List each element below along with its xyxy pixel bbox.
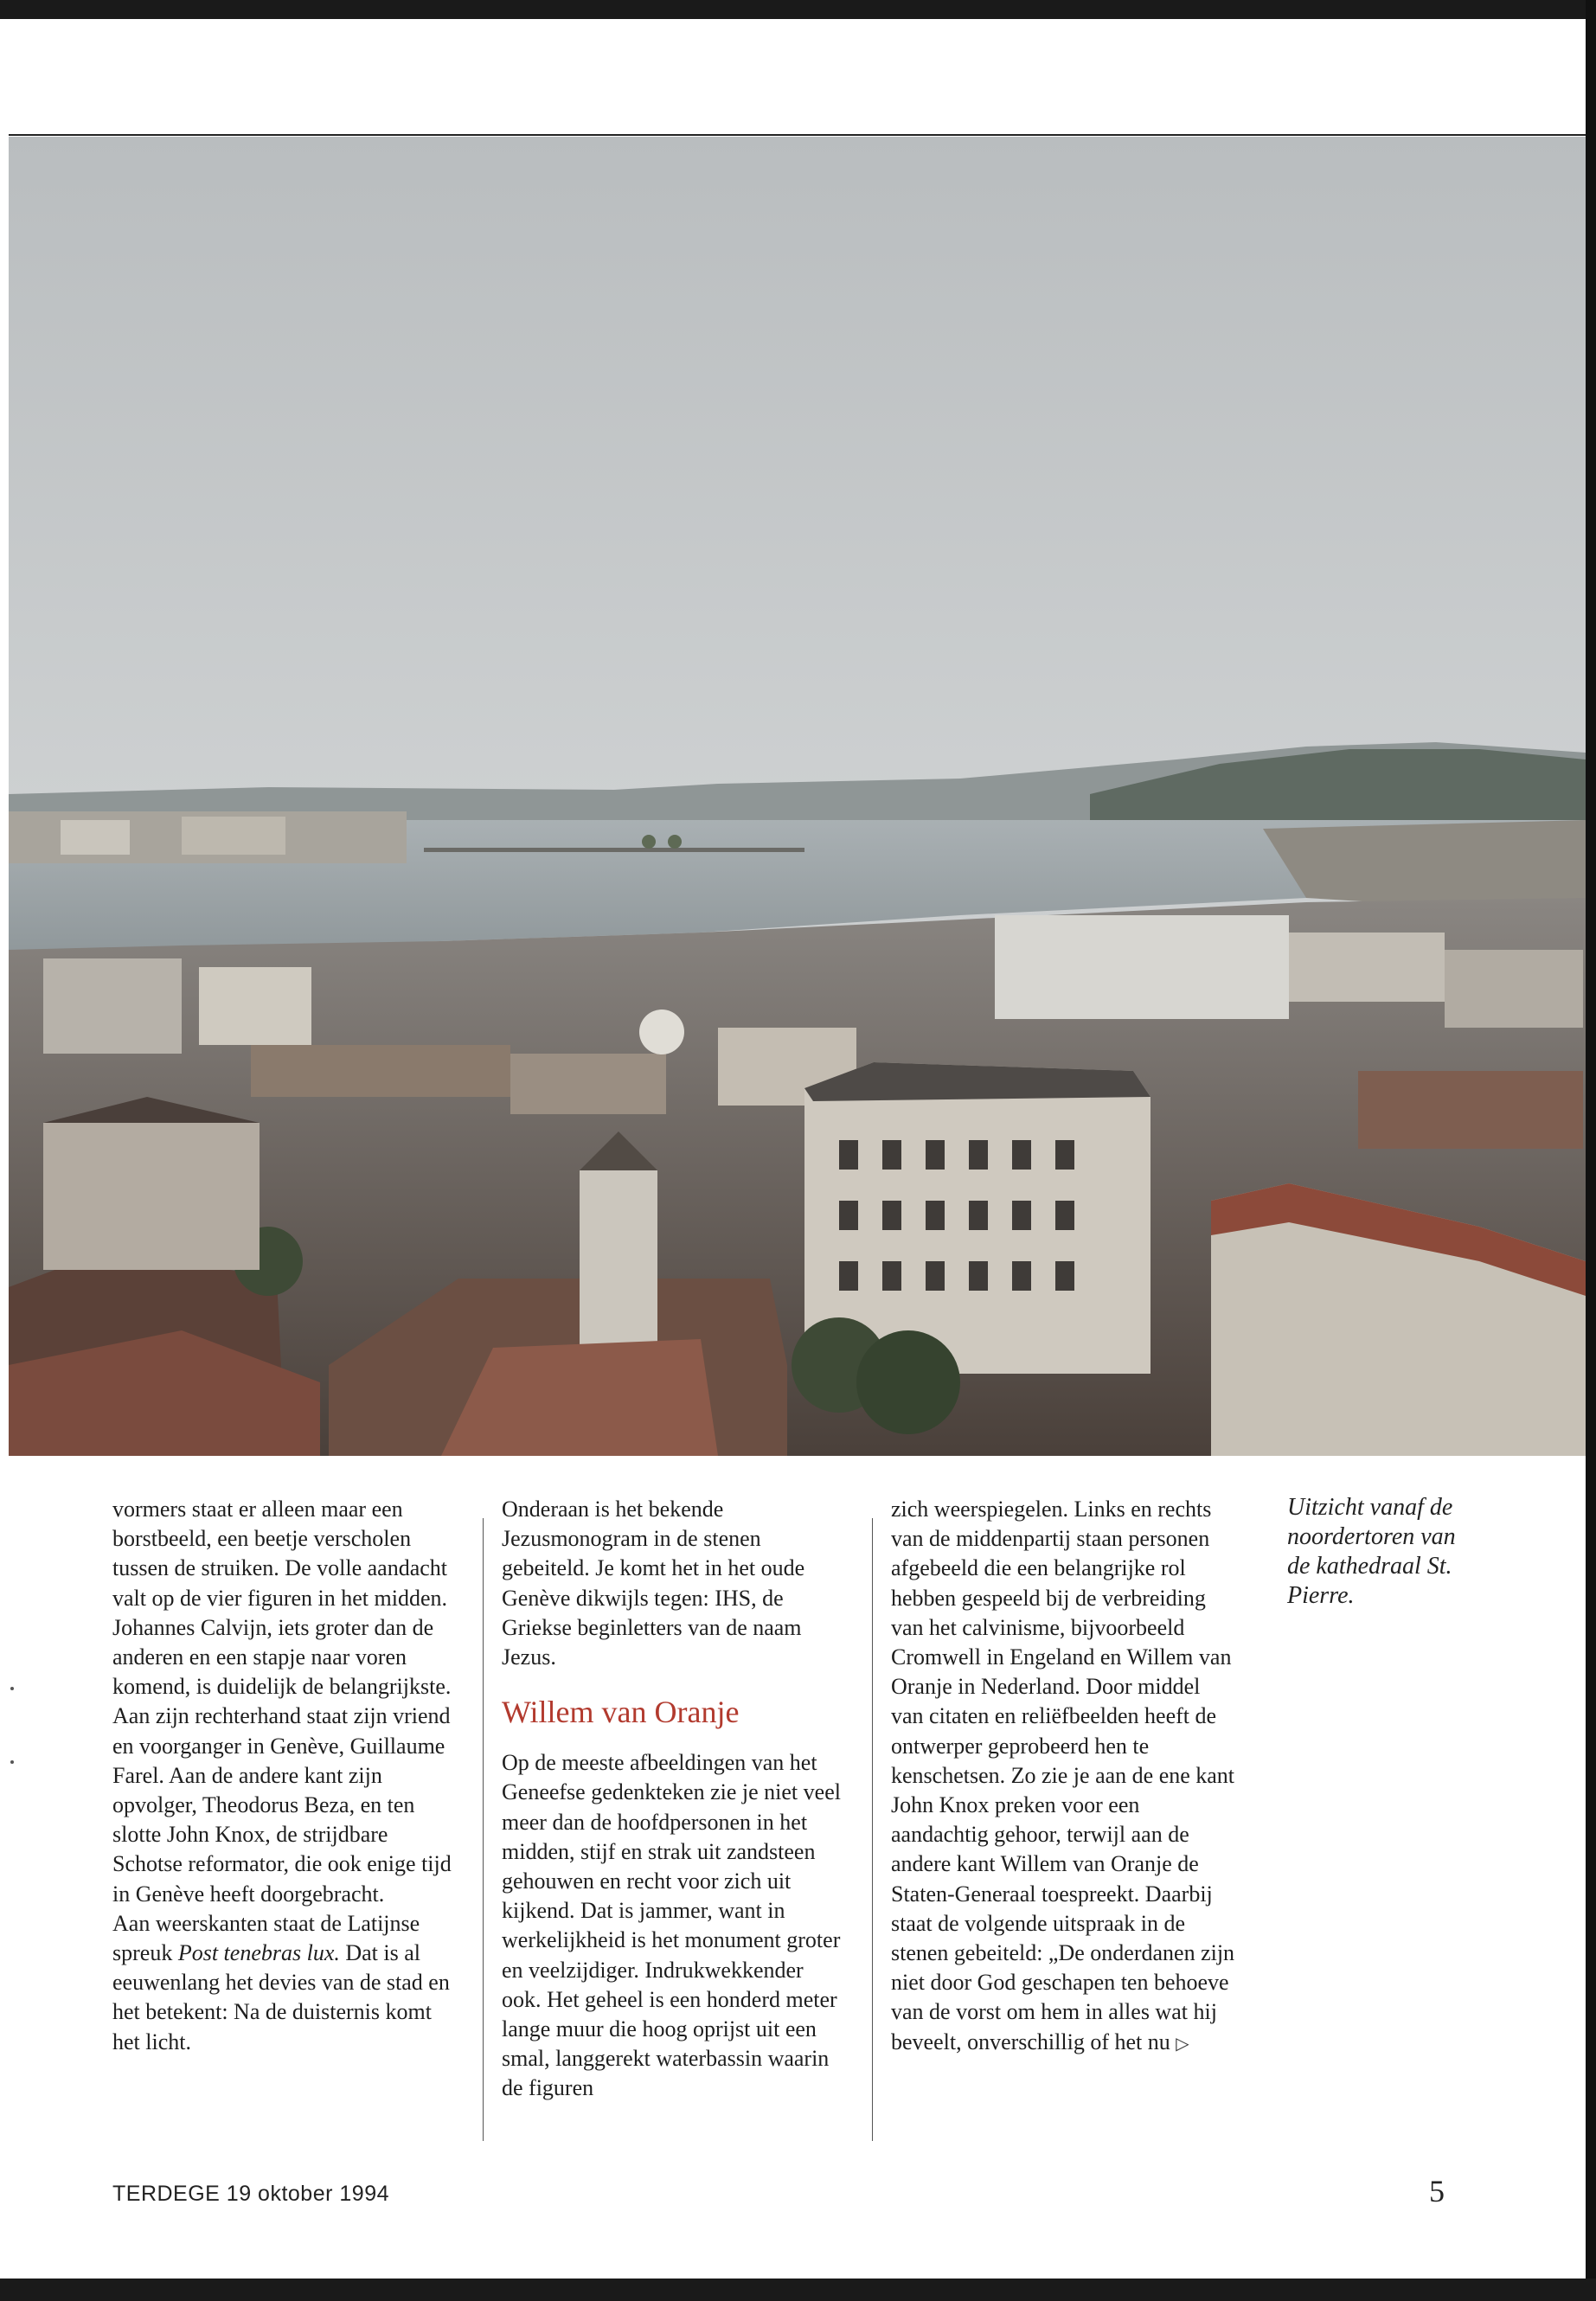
photo-geneva-view (9, 137, 1586, 1456)
col2-body: Op de meeste afbeeldingen van het Geneefse gedenkteken zie je niet veel meer dan de hoofdpersonen in het midden, stijf en strak uit zandsteen gehouwen en recht voor zich uit kijkend. Dat is jammer, want in werkelijkheid is het monument groter en veelzijdiger. Indrukwekkender ook. Het geheel is een honderd meter lange muur die hoog oprijst uit een smal, langgerekt waterbassin waarin de figuren (502, 1750, 841, 2101)
section-heading: Willem van Oranje (502, 1695, 740, 1730)
photo-caption: Uitzicht vanaf de noordertoren van de kathedraal St. Pierre. (1287, 1494, 1456, 1609)
footer-publication: TERDEGE 19 oktober 1994 (112, 2182, 389, 2206)
scan-edge-top (0, 0, 1596, 19)
col3-paragraph (891, 1495, 1237, 2058)
col1-text-c: Dat is al eeuwenlang het devies van de stad en het betekent: Na de duisternis komt het licht. (112, 1940, 450, 2054)
col2-intro: Onderaan is het bekende Jezusmonogram in de stenen gebeiteld. Je komt het in het oude Genève dikwijls tegen: IHS, de Griekse beginletters van de naam Jezus. (502, 1497, 805, 1670)
latin-motto: Post tenebras lux. (177, 1940, 340, 1966)
scan-edge-right (1586, 0, 1596, 2301)
col1-text-a: vormers staat er alleen maar een borstbeeld, een beetje verscholen tussen de struiken. De volle aandacht valt op de vier figuren in het midden. Johannes Calvijn, iets groter dan de anderen en een stapje naar voren komend, is duidelijk de belangrijkste. Aan zijn rechterhand staat zijn vriend en voorganger in Genève, Guillaume Farel. Aan de andere kant zijn opvolger, Theodorus Beza, en ten slotte John Knox, de strijdbare Schotse reformator, die ook enige tijd in Genève heeft doorgebracht. (112, 1497, 452, 1907)
text-column-3 (891, 1495, 1237, 2058)
col1-paragraph (112, 1495, 458, 2057)
col1-text-b: Aan weerskanten staat de Latijnse spreuk (112, 1910, 420, 1966)
col3-text: zich weerspiegelen. Links en rechts van de middenpartij staan personen afgebeeld die een belangrijke rol hebben gespeeld bij de verbreiding van het calvinisme, bijvoorbeeld Cromwell in Engeland en Willem van Oranje in Nederland. Door middel van citaten en reliëfbeelden heeft de ontwerper geprobeerd hen te kenschetsen. Zo zie je aan de ene kant John Knox preken voor een aandachtig gehoor, terwijl aan de andere kant Willem van Oranje de Staten-Generaal toespreekt. Daarbij staat de volgende uitspraak in de stenen gebeiteld: „De onderdanen zijn niet door God geschapen ten behoeve van de vorst om hem in alles wat hij beveelt, onverschillig of het nu (891, 1497, 1235, 2054)
scan-speck (10, 1760, 14, 1764)
page-number: 5 (1429, 2174, 1445, 2208)
scan-edge-bottom (0, 2279, 1596, 2301)
top-rule (9, 134, 1586, 136)
column-divider-2 (872, 1518, 873, 2141)
continue-arrow-icon: ▷ (1176, 2032, 1189, 2054)
text-column-2 (502, 1495, 848, 2104)
scan-speck (10, 1687, 14, 1690)
column-divider-1 (483, 1518, 484, 2141)
text-column-1 (112, 1495, 458, 2057)
photo-illustration (9, 137, 1586, 1456)
